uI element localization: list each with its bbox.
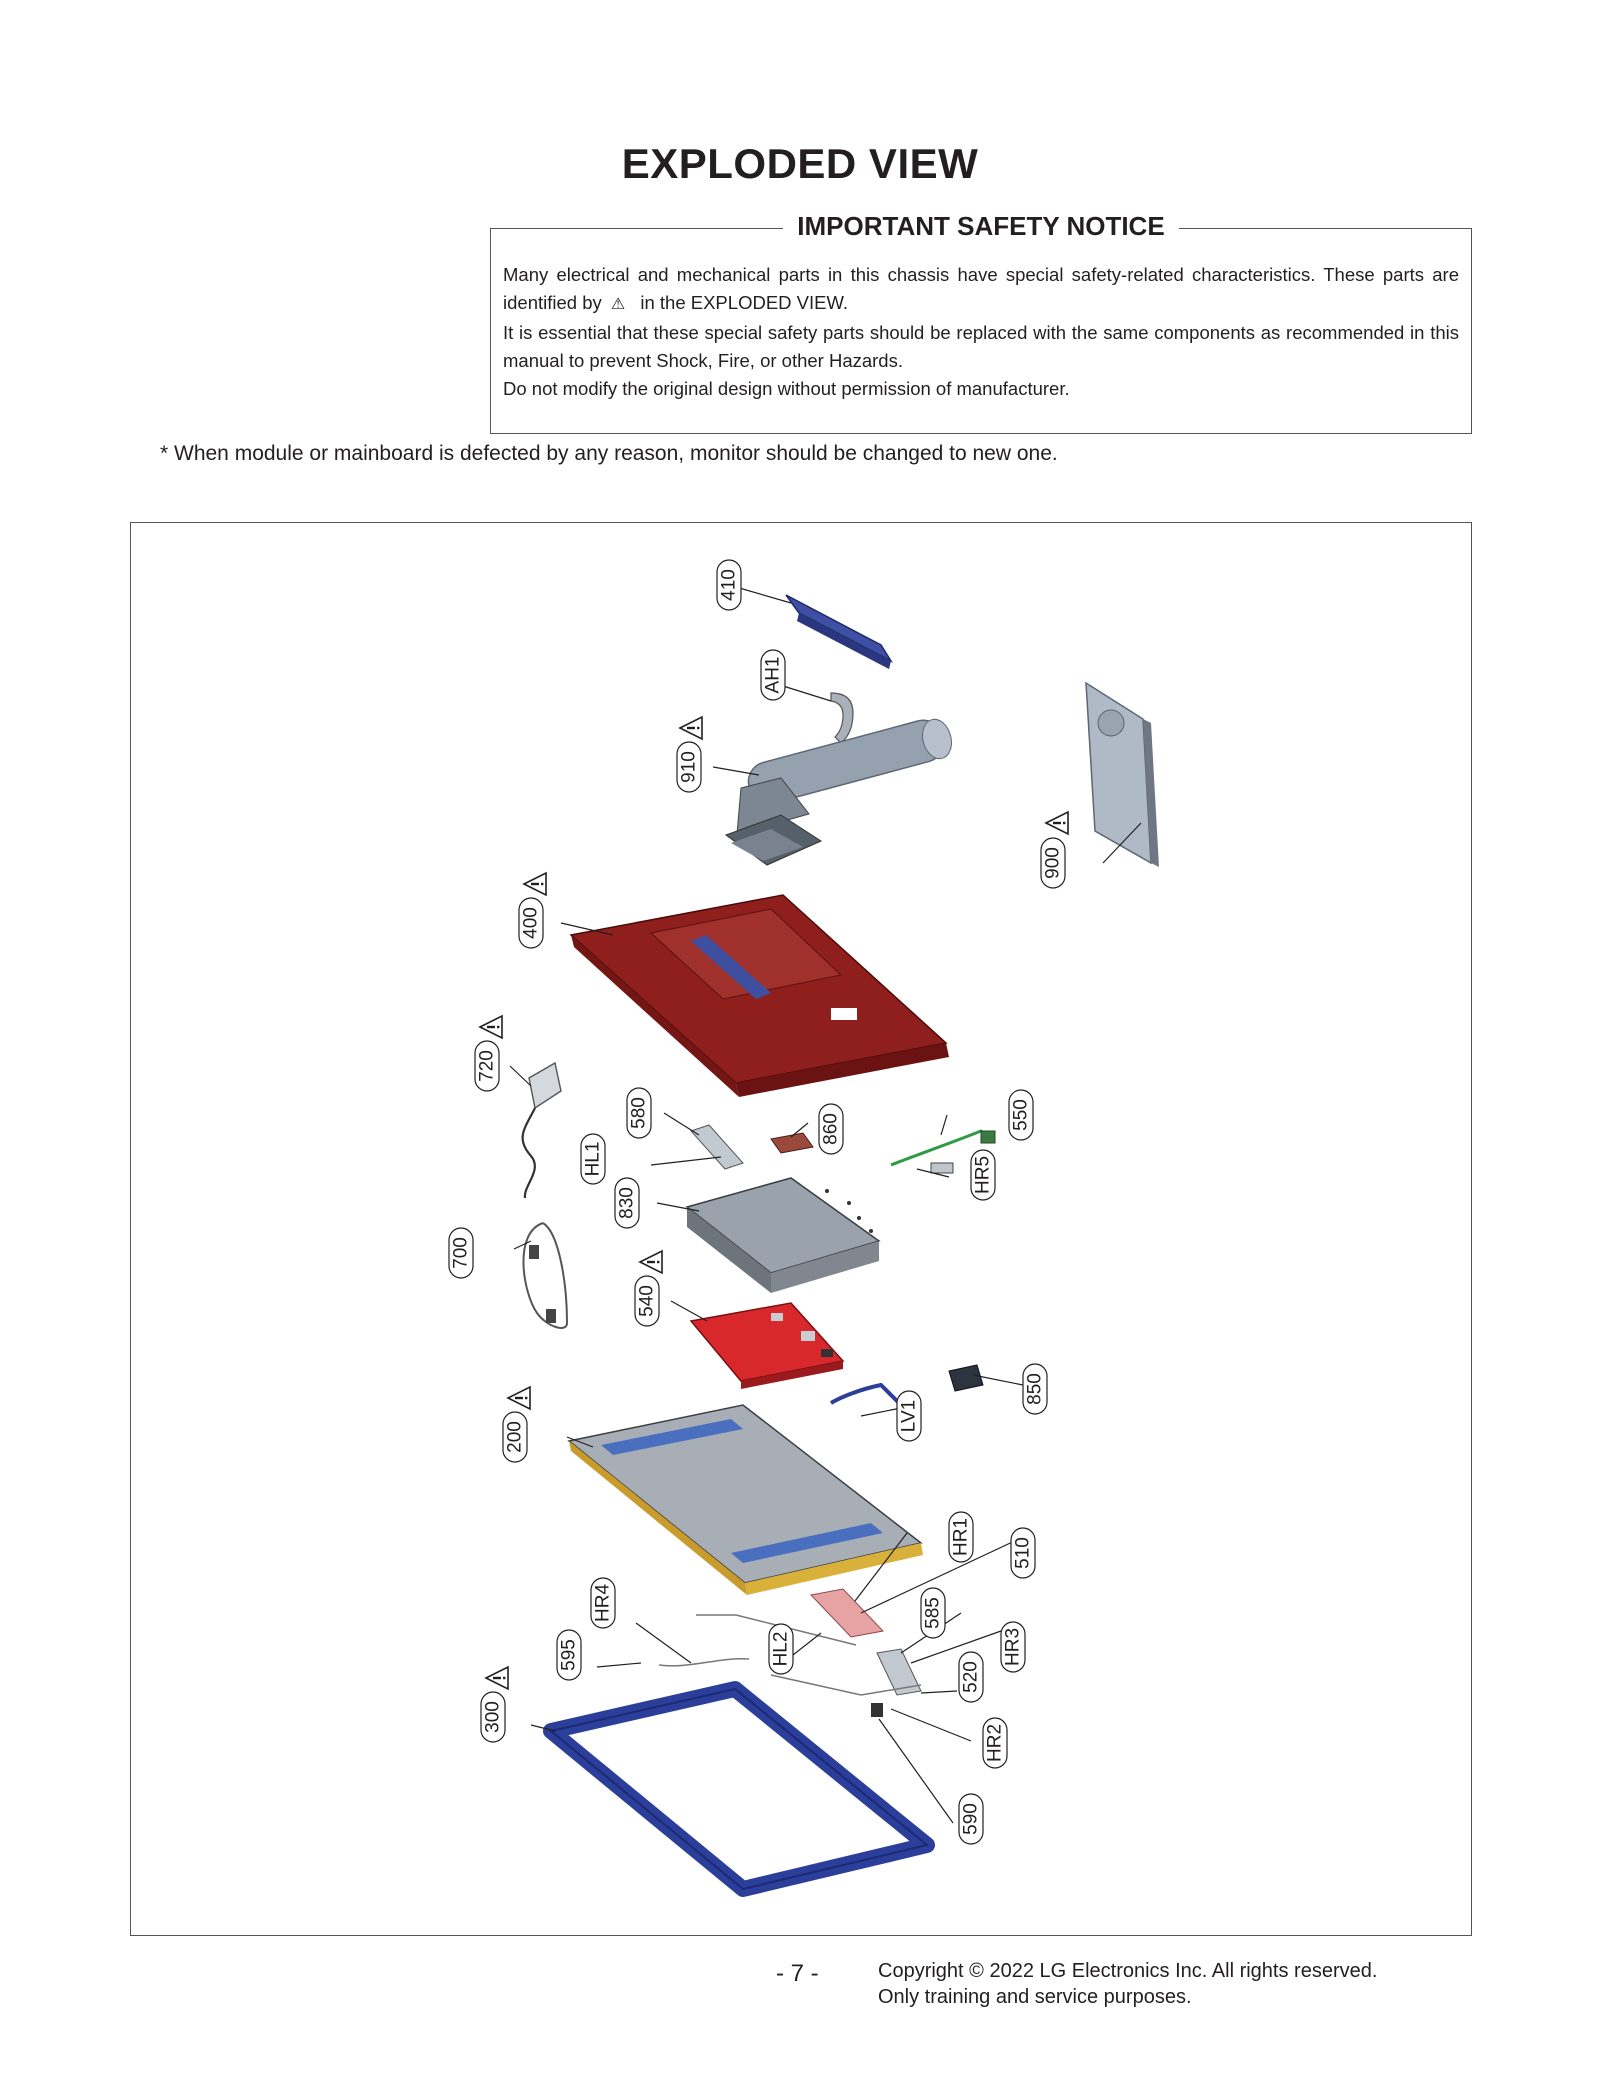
label-850 [1023,1364,1047,1414]
page-number: - 7 - [776,1960,819,1987]
part-ah1-clip [831,693,853,743]
safety-notice-box [490,211,1472,434]
label-510-text: 510 [1012,1537,1034,1569]
label-540 [635,1276,659,1326]
part-700-power-cord [523,1223,567,1328]
label-hr5-text: HR5 [972,1155,994,1195]
label-580-text: 580 [628,1097,650,1129]
safety-notice-line-1 [503,261,1459,319]
label-830-text: 830 [616,1187,638,1219]
label-hl2 [769,1624,793,1674]
label-540-text: 540 [636,1285,658,1317]
label-585-text: 585 [922,1597,944,1629]
label-910 [677,742,701,792]
label-hr4 [591,1578,615,1628]
label-200 [503,1412,527,1462]
safety-mark-540 [640,1251,662,1273]
copyright-notice [878,1958,1377,2010]
label-ah1 [761,650,785,700]
label-580 [627,1088,651,1138]
label-720 [475,1041,499,1091]
page-title: EXPLODED VIEW [621,140,979,187]
part-200-lcd-panel [569,1385,923,1595]
label-590 [959,1794,983,1844]
part-850-part [949,1365,983,1391]
safety-notice-line-3: Do not modify the original design without permission of manufacturer. [503,378,1070,399]
safety-notice-line-2: It is essential that these special safety parts should be replaced with the same components as recommended in this manual to prevent Shock, Fire, or other Hazards. [503,322,1459,371]
module-replacement-note: * When module or mainboard is defected by any reason, monitor should be changed to new one. [160,442,1058,465]
label-910-text: 910 [678,751,700,783]
label-hr5 [971,1150,995,1200]
label-hr1-text: HR1 [950,1517,972,1557]
exploded-view-drawing [131,523,1473,1937]
warning-triangle-icon: ⚠ [610,296,626,313]
label-700-text: 700 [450,1237,472,1269]
label-700 [449,1228,473,1278]
label-hr2 [983,1718,1007,1768]
label-400 [519,898,543,948]
copyright-line-2: Only training and service purposes. [878,1986,1192,2008]
label-410-text: 410 [718,569,740,601]
part-400-rear-cover [571,895,949,1097]
label-550 [1009,1090,1033,1140]
label-595 [557,1630,581,1680]
label-hr2-text: HR2 [984,1723,1006,1763]
safety-mark-200 [508,1387,530,1409]
label-510 [1011,1528,1035,1578]
label-595-text: 595 [558,1639,580,1671]
label-hl1-text: HL1 [582,1141,604,1177]
label-hr4-text: HR4 [592,1583,614,1623]
label-900-text: 900 [1042,847,1064,879]
label-ah1-text: AH1 [762,656,784,694]
label-lv1-text: LV1 [898,1399,920,1433]
label-860 [819,1104,843,1154]
safety-mark-910 [680,717,702,739]
safety-mark-720 [480,1016,502,1038]
label-400-text: 400 [520,907,542,939]
part-410-cable-cover [786,595,891,669]
label-300-text: 300 [482,1701,504,1733]
label-hr1 [949,1512,973,1562]
label-lv1 [897,1391,921,1441]
part-580-bracket [691,1125,743,1169]
label-520-text: 520 [960,1661,982,1693]
label-410 [717,560,741,610]
label-860-text: 860 [820,1113,842,1145]
safety-notice-line-1-start: Many electrical and mechanical parts in this chassis have special safety-related characteristics. These parts are identified by [503,264,1459,313]
part-830-shield-case [687,1178,879,1293]
label-720-text: 720 [476,1050,498,1082]
label-900 [1041,838,1065,888]
part-585-bracket [811,1589,921,1695]
part-300-front-frame [551,1689,927,1889]
part-590-part [871,1703,883,1717]
safety-mark-400 [524,873,546,895]
safety-notice-title-text: IMPORTANT SAFETY NOTICE [783,211,1178,241]
label-520 [959,1652,983,1702]
label-300 [481,1692,505,1742]
label-hl1 [581,1134,605,1184]
label-hr3-text: HR3 [1002,1627,1024,1667]
safety-notice-line-1-end: in the EXPLODED VIEW. [640,292,849,313]
label-200-text: 200 [504,1421,526,1453]
safety-mark-300 [486,1667,508,1689]
label-550-text: 550 [1010,1099,1032,1131]
label-590-text: 590 [960,1803,982,1835]
label-850-text: 850 [1024,1373,1046,1405]
part-540-main-board [691,1303,843,1389]
copyright-line-1: Copyright © 2022 LG Electronics Inc. All rights reserved. [878,1960,1378,1982]
safety-mark-900 [1046,812,1068,834]
label-hr3 [1001,1622,1025,1672]
safety-notice-body [503,261,1459,403]
label-830 [615,1178,639,1228]
label-hl2-text: HL2 [770,1631,792,1667]
part-900-base-plate [1086,683,1159,867]
exploded-view-diagram [130,522,1472,1936]
safety-notice-title [491,211,1471,242]
label-585 [921,1588,945,1638]
